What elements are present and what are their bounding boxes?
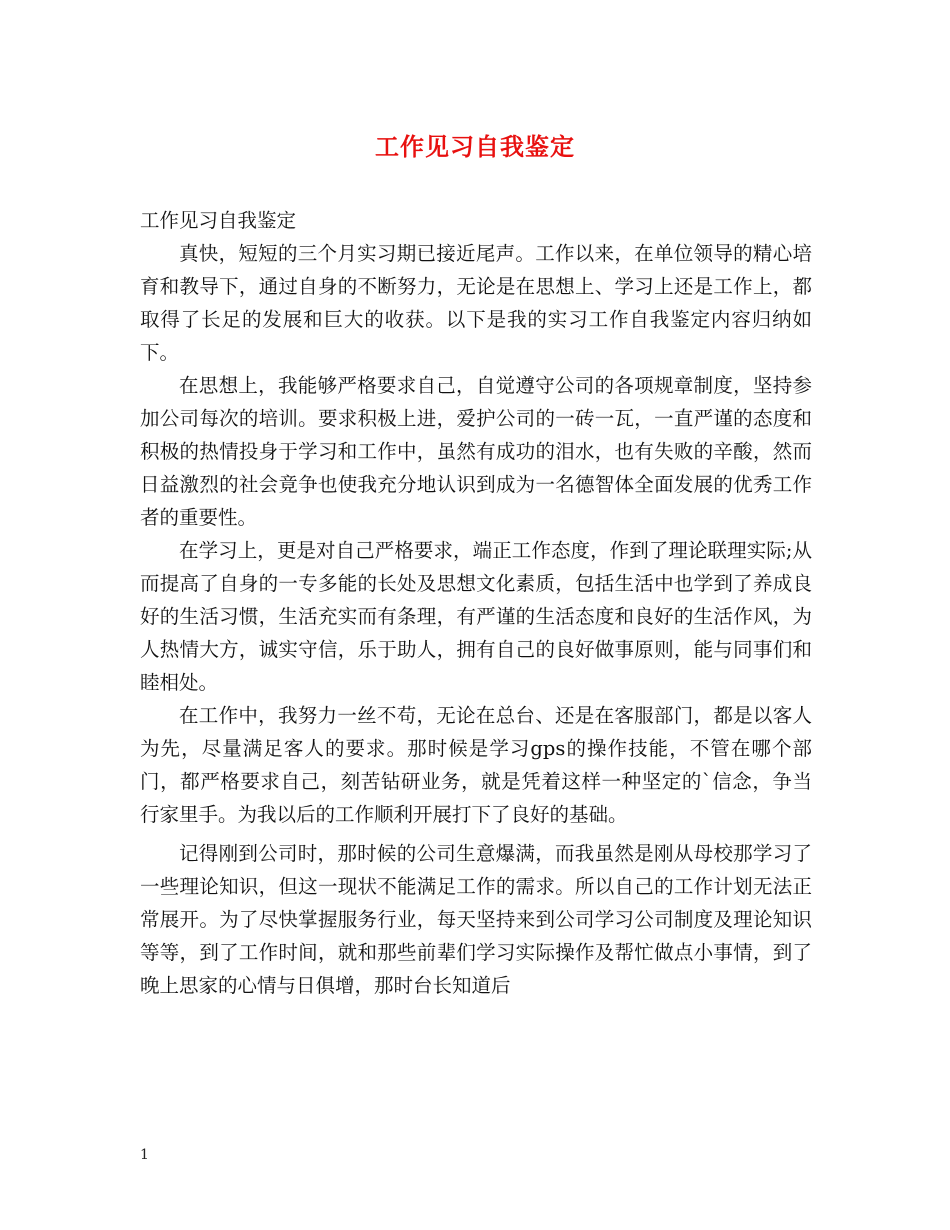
paragraph: 在工作中，我努力一丝不苟，无论在总台、还是在客服部门，都是以客人为先，尽量满足客人的要求。那时候是学习gps的操作技能，不管在哪个部门，都严格要求自己，刻苦钻研业务，就是凭着这样一种坚定的`信念，争当行家里手。为我以后的工作顺利开展打下了良好的基础。 <box>140 704 812 826</box>
page-number: 1 <box>140 1147 149 1163</box>
paragraph: 在思想上，我能够严格要求自己，自觉遵守公司的各项规章制度，坚持参加公司每次的培训。要求积极上进，爱护公司的一砖一瓦，一直严谨的态度和积极的热情投身于学习和工作中，虽然有成功的泪水，也有失败的辛酸，然而日益激烈的社会竟争也使我充分地认识到成为一名德智体全面发展的优秀工作者的重要性。 <box>140 374 812 529</box>
paragraph: 记得刚到公司时，那时候的公司生意爆满，而我虽然是刚从母校那学习了一些理论知识，但这一现状不能满足工作的需求。所以自己的工作计划无法正常展开。为了尽快掌握服务行业，每天坚持来到公司学习公司制度及理论知识等等，到了工作时间，就和那些前辈们学习实际操作及帮忙做点小事情，到了晚上思家的心情与日俱增，那时台长知道后 <box>140 842 812 997</box>
document-title: 工作见习自我鉴定 <box>375 132 575 161</box>
paragraph: 真快，短短的三个月实习期已接近尾声。工作以来，在单位领导的精心培育和教导下，通过自身的不断努力，无论是在思想上、学习上还是工作上，都取得了长足的发展和巨大的收获。以下是我的实习工作自我鉴定内容归纳如下。 <box>140 242 812 364</box>
document-subtitle: 工作见习自我鉴定 <box>140 209 297 232</box>
document-body <box>140 204 812 1002</box>
paragraph: 在学习上，更是对自己严格要求，端正工作态度，作到了理论联理实际;从而提高了自身的一专多能的长处及思想文化素质，包括生活中也学到了养成良好的生活习惯，生活充实而有条理，有严谨的生活态度和良好的生活作风，为人热情大方，诚实守信，乐于助人，拥有自己的良好做事原则，能与同事们和睦相处。 <box>140 539 812 694</box>
